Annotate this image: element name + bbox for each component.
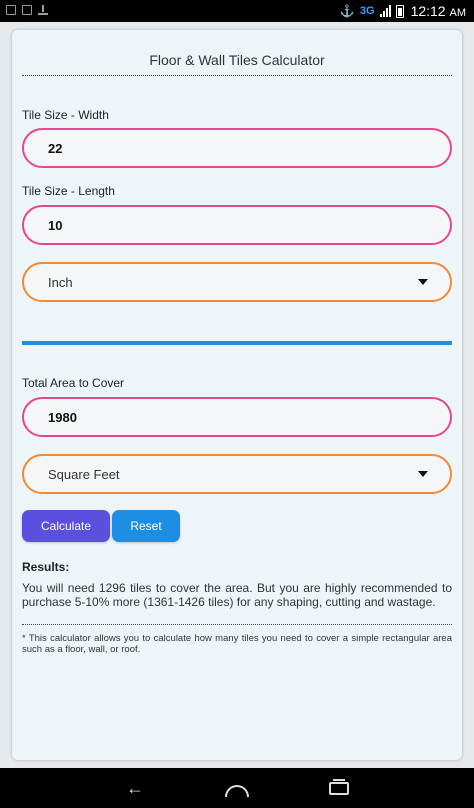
- area-unit-value: Square Feet: [48, 466, 120, 482]
- dropdown-arrow-icon: [418, 279, 428, 285]
- tile-unit-value: Inch: [48, 274, 73, 290]
- area-unit-select[interactable]: [22, 454, 452, 494]
- battery-icon: [396, 5, 404, 18]
- calculator-note: * This calculator allows you to calculate how many tiles you need to cover a simple rectangular area such as a floor, wall, or roof.: [22, 633, 452, 655]
- notification-icons: [6, 5, 48, 15]
- reset-button[interactable]: Reset: [112, 510, 180, 542]
- tile-unit-select[interactable]: [22, 262, 452, 302]
- usb-icon: ⚓: [339, 4, 355, 18]
- tile-length-value: 10: [48, 217, 63, 233]
- dropdown-arrow-icon: [418, 471, 428, 477]
- tile-width-label: Tile Size - Width: [22, 108, 109, 122]
- status-indicators: [340, 3, 466, 19]
- home-icon[interactable]: [220, 776, 254, 800]
- tile-width-input[interactable]: [22, 128, 452, 168]
- back-icon[interactable]: ←: [126, 777, 144, 798]
- image-notification-icon: [22, 5, 32, 15]
- download-icon: [38, 5, 48, 15]
- status-bar: [0, 0, 474, 22]
- image-notification-icon: [6, 5, 16, 15]
- calculator-card: [12, 30, 462, 760]
- tile-length-label: Tile Size - Length: [22, 184, 115, 198]
- clock: 12:12 AM: [410, 3, 466, 19]
- area-label: Total Area to Cover: [22, 376, 125, 390]
- results-heading: Results:: [22, 560, 70, 574]
- results-divider: [22, 624, 452, 625]
- area-input[interactable]: [22, 397, 452, 437]
- signal-icon: [380, 5, 391, 17]
- navigation-bar: [0, 768, 474, 808]
- tile-width-value: 22: [48, 140, 63, 156]
- section-divider: [22, 341, 452, 345]
- area-value: 1980: [48, 409, 77, 425]
- title-divider: [22, 75, 452, 76]
- calculate-button[interactable]: Calculate: [22, 510, 110, 542]
- tile-length-input[interactable]: [22, 205, 452, 245]
- network-type: 3G: [359, 5, 375, 17]
- recent-apps-icon[interactable]: [322, 776, 356, 800]
- page-title: Floor & Wall Tiles Calculator: [149, 52, 325, 68]
- results-text: You will need 1296 tiles to cover the area. But you are highly recommended to purchase 5-10% more (1361-1426 tiles) for any shaping, cutting and wastage.: [22, 581, 452, 609]
